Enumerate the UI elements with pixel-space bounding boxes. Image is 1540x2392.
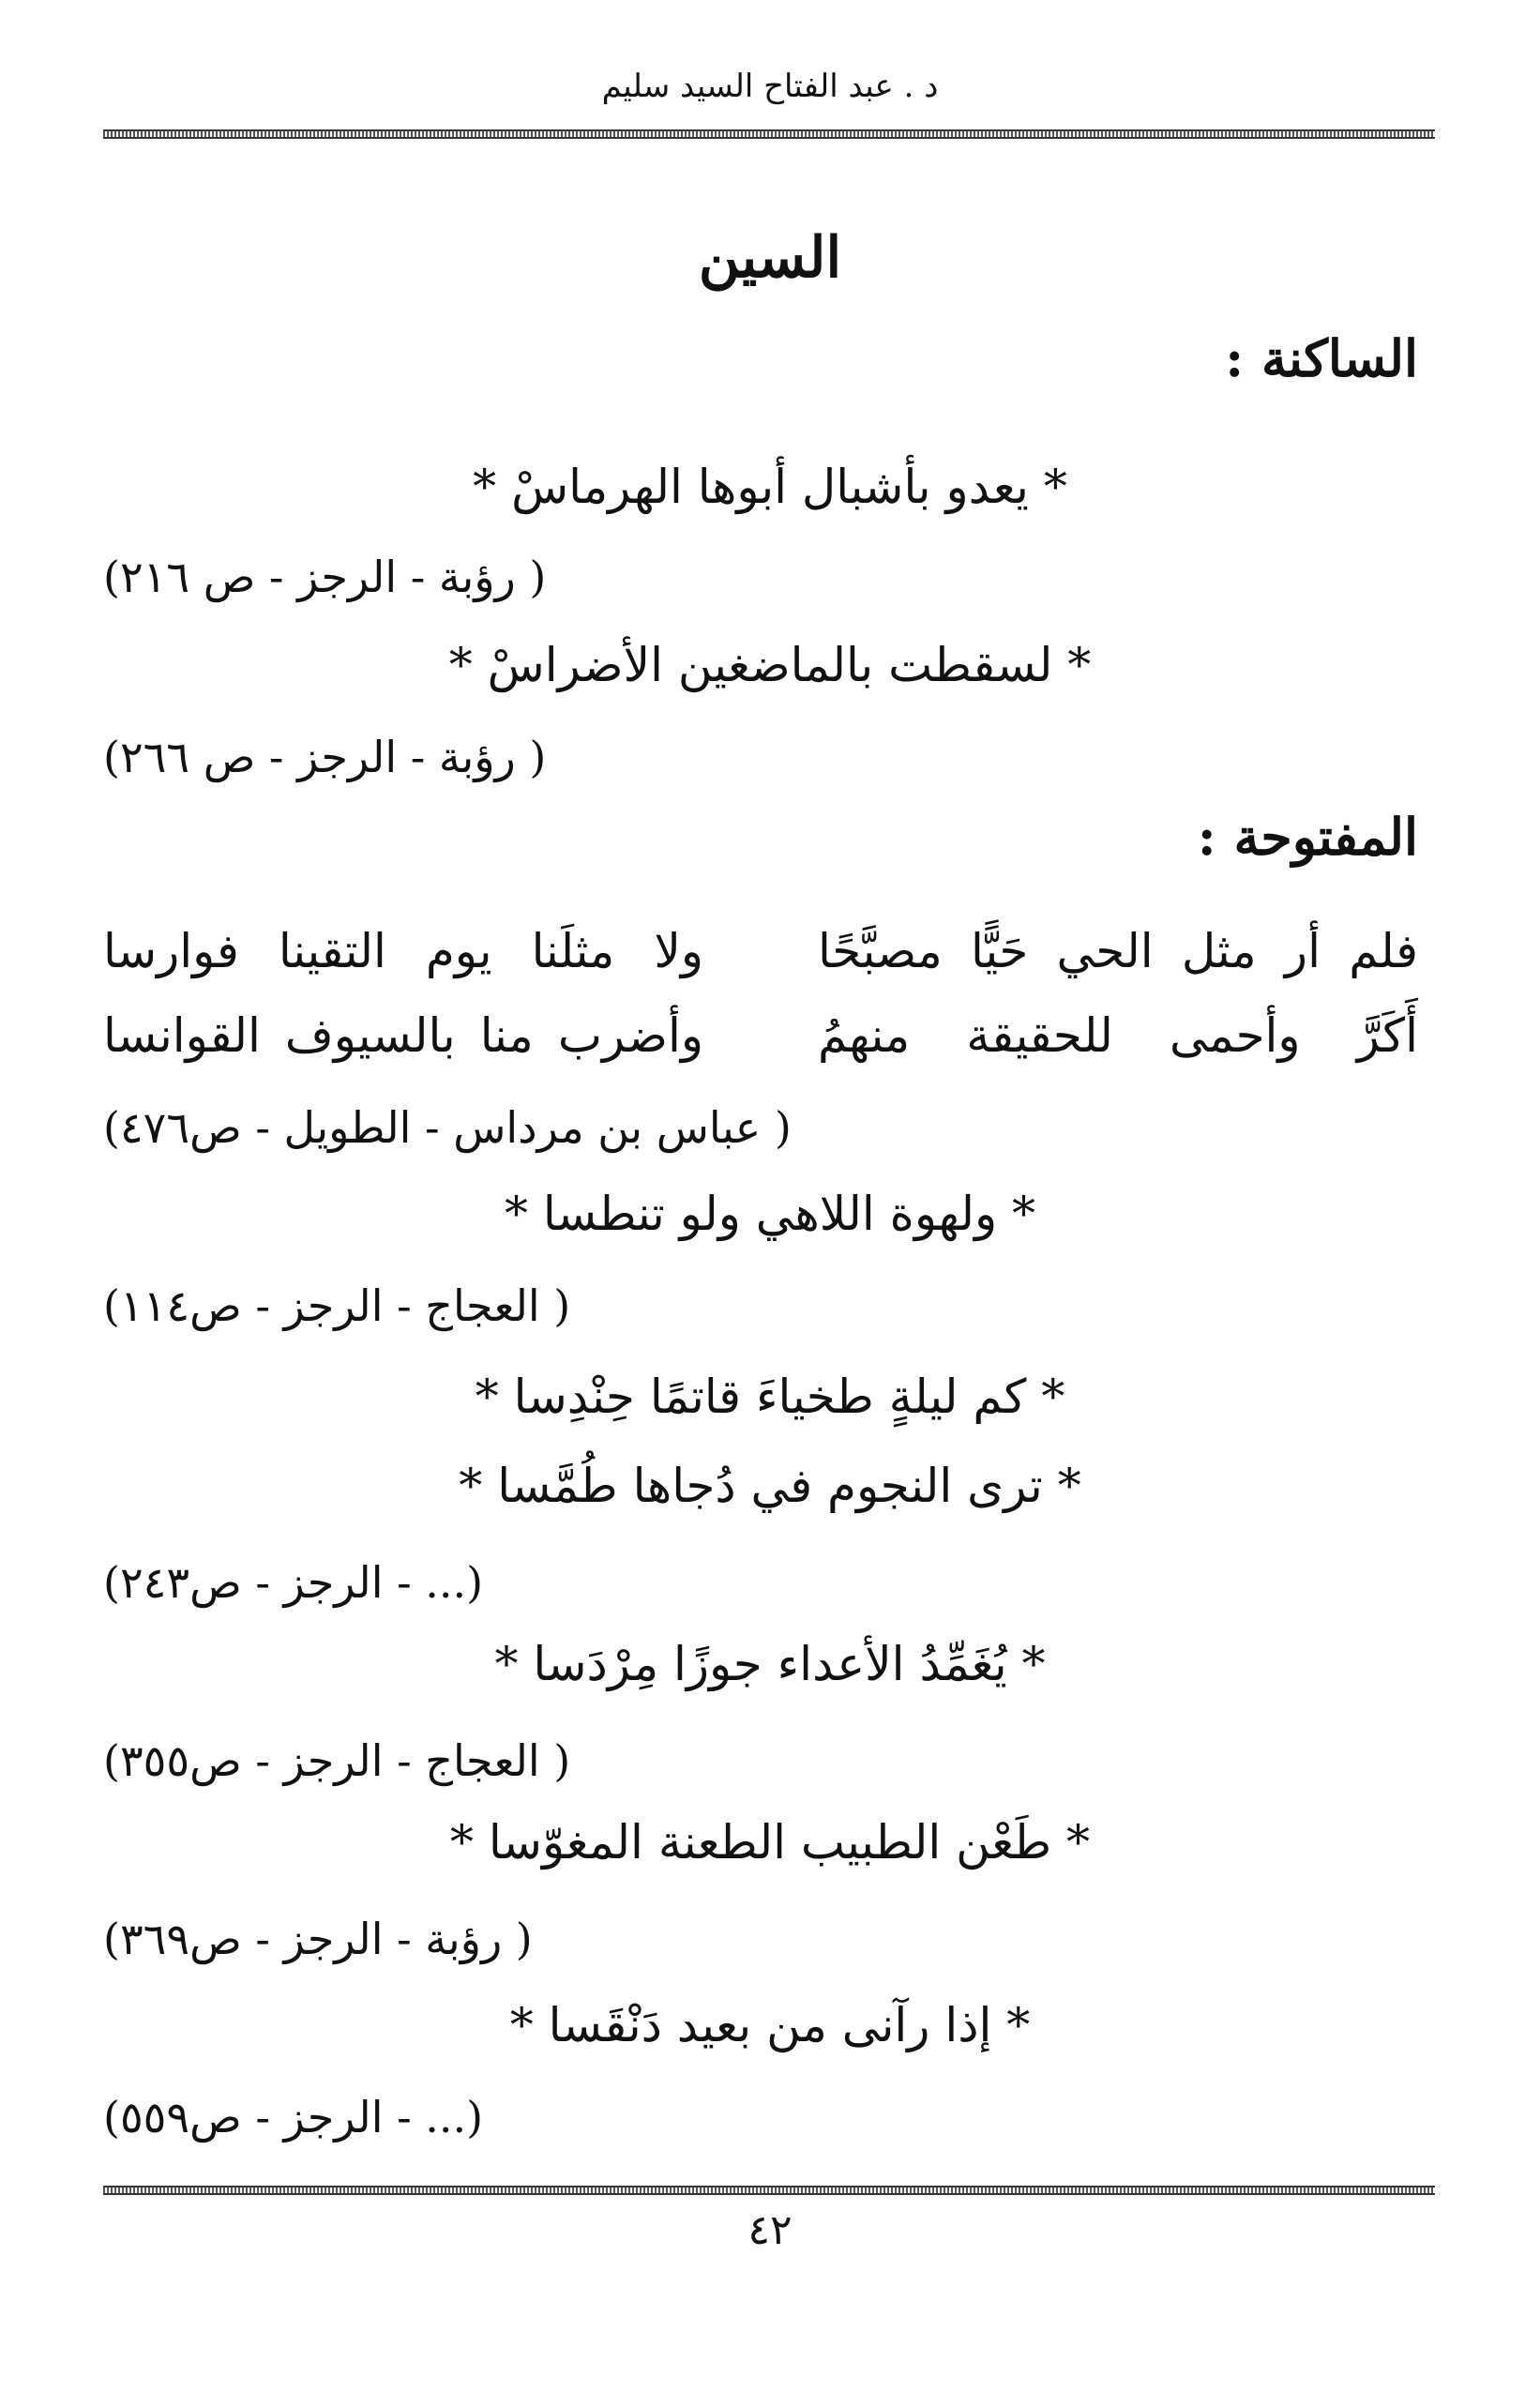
citation: (... - الرجز - ص٢٤٣) (103, 1557, 484, 1608)
verse-line: * إذا رآنى من بعيد دَنْقَسا * (509, 1998, 1031, 2052)
verse-line: * لسقطت بالماضغين الأضراسْ * (448, 638, 1092, 692)
citation: ( رؤبة - الرجز - ص ٢٦٦) (103, 732, 547, 782)
verse-hemistich-right: فلم أر مثل الحي حَيًّا مصبَّحًا (818, 924, 1418, 978)
page-number: ٤٢ (747, 2206, 793, 2254)
verse-line: * ترى النجوم في دُجاها طُمَّسا * (459, 1459, 1081, 1513)
verse-hemistich-left: وأضرب منا بالسيوف القوانسا (103, 1008, 703, 1063)
running-header: د . عبد الفتاح السيد سليم (601, 68, 939, 105)
verse-line: * يعدو بأشبال أبوها الهرماسْ * (473, 460, 1067, 514)
verse-line: * يُغَمِّدُ الأعداء جوزًا مِرْدَسا * (494, 1637, 1046, 1691)
citation: ( رؤبة - الرجز - ص٣٦٩) (103, 1914, 533, 1964)
citation: ( رؤبة - الرجز - ص ٢١٦) (103, 552, 547, 602)
citation: ( عباس بن مرداس - الطويل - ص٤٧٦) (103, 1102, 792, 1153)
verse-hemistich-left: ولا مثلَنا يوم التقينا فوارسا (103, 924, 703, 978)
header-rule (103, 129, 1435, 139)
citation: ( العجاج - الرجز - ص٣٥٥) (103, 1735, 571, 1786)
citation: (... - الرجز - ص٥٥٩) (103, 2092, 484, 2142)
verse-hemistich-right: أَكَرَّ وأحمى للحقيقة منهمُ (818, 1008, 1418, 1063)
section-heading-maftuha: المفتوحة : (1197, 807, 1418, 867)
citation: ( العجاج - الرجز - ص١١٤) (103, 1280, 571, 1331)
chapter-title: السين (698, 225, 842, 291)
verse-line: * كم ليلةٍ طخياءَ قاتمًا حِنْدِسا * (475, 1370, 1065, 1424)
section-heading-sakina: الساكنة : (1225, 328, 1418, 388)
verse-line: * طَعْن الطبيب الطعنة المغوّسا * (449, 1815, 1091, 1870)
verse-line: * ولهوة اللاهي ولو تنطسا * (505, 1187, 1035, 1241)
footer-rule (103, 2186, 1435, 2195)
